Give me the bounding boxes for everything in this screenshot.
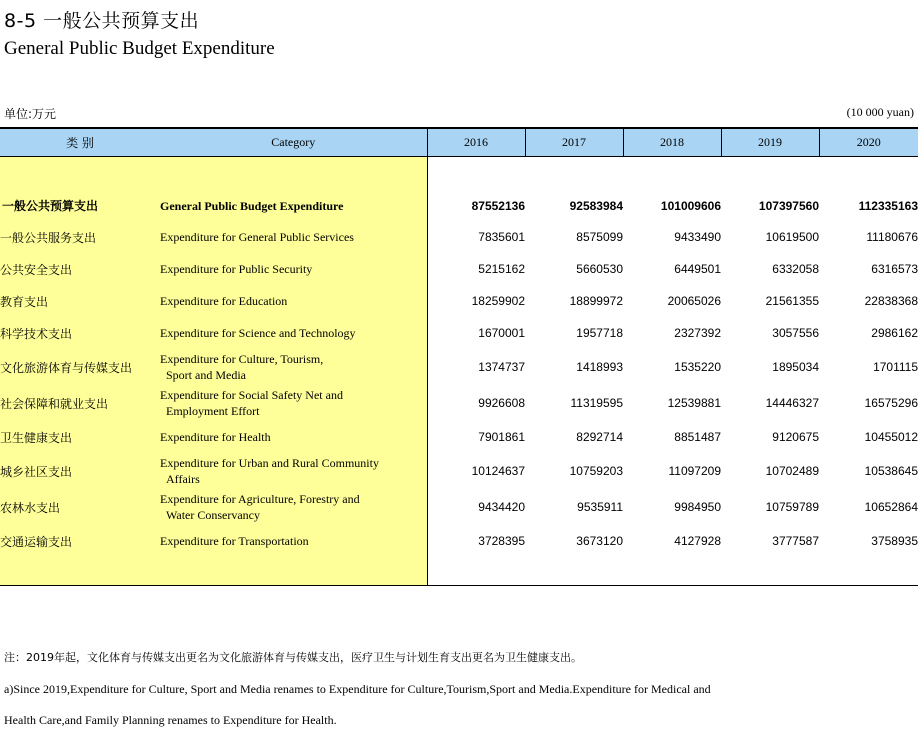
- cell-value: 9433490: [674, 230, 721, 244]
- row-label-en-line1: Expenditure for General Public Services: [160, 230, 354, 244]
- cell-value: 3758935: [871, 534, 918, 548]
- header-year: 2016: [427, 128, 525, 157]
- table-row-total: [0, 190, 918, 221]
- cell-value: 10619500: [765, 230, 819, 244]
- cell-value: 10759203: [569, 464, 623, 478]
- row-label-en: [160, 489, 427, 525]
- cell-value: 10702489: [765, 464, 819, 478]
- cell-value: 11319595: [570, 396, 623, 410]
- header-row: [0, 128, 918, 157]
- cell-value: 16575296: [864, 396, 918, 410]
- header-year: 2017: [525, 128, 623, 157]
- header-category-cn: 类 别: [0, 128, 160, 157]
- cell-value: 12539881: [667, 396, 721, 410]
- cell-value: 1701115: [873, 360, 918, 374]
- unit-label-cn: 单位:万元: [4, 107, 57, 121]
- row-label-en-line2: Sport and Media: [166, 368, 246, 382]
- row-label-en: [160, 349, 427, 385]
- cell-value: 10538645: [864, 464, 918, 478]
- spacer-row: [0, 157, 918, 191]
- page-title-cn: 8-5 一般公共预算支出: [4, 10, 200, 32]
- cell-value: 1895034: [772, 360, 819, 374]
- cell-value: 87552136: [427, 190, 525, 221]
- row-label-en-line1: Expenditure for Agriculture, Forestry and: [160, 492, 360, 506]
- table-row: [0, 285, 918, 317]
- row-label-cn: 文化旅游体育与传媒支出: [0, 349, 160, 385]
- row-label-en-line1: Expenditure for Health: [160, 430, 271, 444]
- row-label-en-line1: Expenditure for Urban and Rural Community: [160, 456, 379, 470]
- page-title-en: General Public Budget Expenditure: [4, 38, 275, 59]
- cell-value: 8292714: [576, 430, 623, 444]
- row-label-cn: 一般公共服务支出: [0, 221, 160, 253]
- row-label-en: [160, 253, 427, 285]
- cell-value: 11097209: [668, 464, 721, 478]
- row-label-en-line1: Expenditure for Science and Technology: [160, 326, 356, 340]
- row-label-en-line1: Expenditure for Culture, Tourism,: [160, 352, 324, 366]
- cell-value: 6332058: [772, 262, 819, 276]
- cell-value: 10652864: [864, 500, 918, 514]
- cell-value: 3673120: [576, 534, 623, 548]
- cell-value: 10759789: [765, 500, 819, 514]
- cell-value: 5660530: [576, 262, 623, 276]
- cell-value: 112335163: [858, 198, 918, 213]
- table-row: [0, 317, 918, 349]
- table-row: [0, 221, 918, 253]
- header-year: 2020: [819, 128, 918, 157]
- note-cn: 注：2019年起，文化体育与传媒支出更名为文化旅游体育与传媒支出，医疗卫生与计划生育支出更名为卫生健康支出。: [4, 651, 582, 664]
- cell-value: 7901861: [427, 421, 525, 453]
- cell-value: 9984950: [674, 500, 721, 514]
- cell-value: 9120675: [772, 430, 819, 444]
- table-row: [0, 525, 918, 557]
- row-label-en: [160, 453, 427, 489]
- row-label-cn: 社会保障和就业支出: [0, 385, 160, 421]
- row-label-en: [160, 221, 427, 253]
- table-row: [0, 385, 918, 421]
- row-label-cn: 公共安全支出: [0, 253, 160, 285]
- spacer-row: [0, 557, 918, 586]
- header-year: 2019: [721, 128, 819, 157]
- row-label-en-line1: Expenditure for Social Safety Net and: [160, 388, 343, 402]
- cell-value: 18259902: [427, 285, 525, 317]
- table-row: [0, 489, 918, 525]
- row-label-cn: 农林水支出: [0, 489, 160, 525]
- cell-value: 2327392: [674, 326, 721, 340]
- row-label-cn: 教育支出: [0, 285, 160, 317]
- cell-value: 5215162: [427, 253, 525, 285]
- row-label-cn: 城乡社区支出: [0, 453, 160, 489]
- table-row: [0, 349, 918, 385]
- cell-value: 107397560: [758, 198, 819, 213]
- row-label-en: General Public Budget Expenditure: [160, 190, 427, 221]
- cell-value: 8851487: [674, 430, 721, 444]
- cell-value: 101009606: [660, 198, 721, 213]
- cell-value: 1374737: [427, 349, 525, 385]
- row-label-en: [160, 421, 427, 453]
- table-row: [0, 421, 918, 453]
- cell-value: 92583984: [569, 198, 623, 213]
- row-label-cn: 交通运输支出: [0, 525, 160, 557]
- cell-value: 3728395: [427, 525, 525, 557]
- note-en-line1: a)Since 2019,Expenditure for Culture, Sport and Media renames to Expenditure for Culture,Tourism,Sport and Media.Expenditure for Medical and: [4, 682, 711, 696]
- header-year: 2018: [623, 128, 721, 157]
- cell-value: 8575099: [576, 230, 623, 244]
- cell-value: 6449501: [674, 262, 721, 276]
- cell-value: 11180676: [866, 230, 918, 244]
- row-label-en-line2: Water Conservancy: [166, 508, 260, 522]
- cell-value: 18899972: [569, 294, 623, 308]
- cell-value: 3777587: [772, 534, 819, 548]
- unit-label-en: (10 000 yuan): [846, 105, 914, 119]
- cell-value: 1535220: [674, 360, 721, 374]
- cell-value: 22838368: [864, 294, 918, 308]
- row-label-en: [160, 385, 427, 421]
- cell-value: 1670001: [427, 317, 525, 349]
- row-label-en-line1: Expenditure for Transportation: [160, 534, 309, 548]
- row-label-cn: 卫生健康支出: [0, 421, 160, 453]
- row-label-en: [160, 317, 427, 349]
- row-label-cn: 一般公共预算支出: [0, 190, 160, 221]
- cell-value: 6316573: [871, 262, 918, 276]
- row-label-cn: 科学技术支出: [0, 317, 160, 349]
- note-en-line2: Health Care,and Family Planning renames to Expenditure for Health.: [4, 713, 337, 727]
- header-category-en: Category: [160, 128, 427, 157]
- cell-value: 9434420: [427, 489, 525, 525]
- cell-value: 10455012: [864, 430, 918, 444]
- cell-value: 4127928: [674, 534, 721, 548]
- row-label-en-line2: Affairs: [166, 472, 200, 486]
- cell-value: 20065026: [667, 294, 721, 308]
- cell-value: 14446327: [765, 396, 819, 410]
- cell-value: 7835601: [427, 221, 525, 253]
- cell-value: 21561355: [765, 294, 819, 308]
- cell-value: 9926608: [427, 385, 525, 421]
- cell-value: 3057556: [772, 326, 819, 340]
- table-row: [0, 453, 918, 489]
- cell-value: 1957718: [576, 326, 623, 340]
- row-label-en-line1: Expenditure for Education: [160, 294, 288, 308]
- table-row: [0, 253, 918, 285]
- row-label-en-line2: Employment Effort: [166, 404, 260, 418]
- cell-value: 10124637: [427, 453, 525, 489]
- cell-value: 2986162: [871, 326, 918, 340]
- row-label-en-line1: Expenditure for Public Security: [160, 262, 313, 276]
- row-label-en: [160, 525, 427, 557]
- row-label-en: [160, 285, 427, 317]
- cell-value: 9535911: [577, 500, 623, 514]
- cell-value: 1418993: [576, 360, 623, 374]
- expenditure-table: [0, 127, 918, 586]
